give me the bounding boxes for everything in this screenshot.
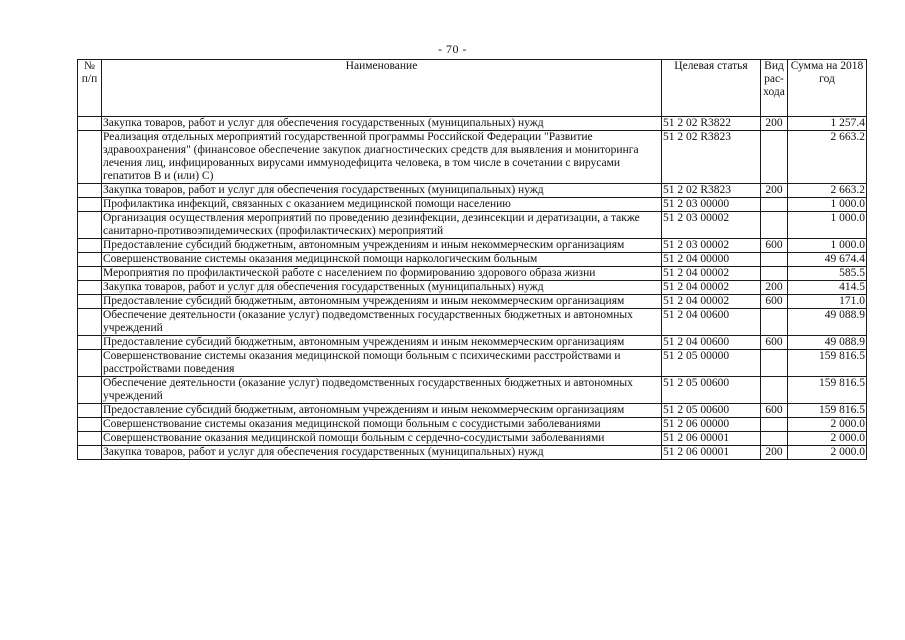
table-body xyxy=(78,117,867,460)
row-expense-type: 600 xyxy=(761,239,788,253)
row-sum: 159 816.5 xyxy=(788,350,867,377)
row-target-article: 51 2 03 00002 xyxy=(662,239,761,253)
row-sum: 1 000.0 xyxy=(788,239,867,253)
row-target-article: 51 2 05 00600 xyxy=(662,404,761,418)
table-header xyxy=(78,60,867,117)
row-number-cell xyxy=(78,281,102,295)
row-target-article: 51 2 02 R3823 xyxy=(662,184,761,198)
row-expense-type xyxy=(761,350,788,377)
row-expense-type xyxy=(761,253,788,267)
row-name: Реализация отдельных мероприятий государственной программы Российской Федерации "Развитие здравоохранения" (финансовое обеспечение закупок диагностических средств для выявления и мониторинга лечения лиц, инфицированных вирусами иммунодефицита человека, в том числе в сочетании с вирусами гепатитов В и (или) С) xyxy=(102,131,662,184)
header-target-article: Целевая статья xyxy=(662,60,761,117)
row-name: Обеспечение деятельности (оказание услуг) подведомственных государственных бюджетных и автономных учреждений xyxy=(102,309,662,336)
page-number: - 70 - xyxy=(438,42,467,56)
table-row xyxy=(78,212,867,239)
row-expense-type xyxy=(761,418,788,432)
row-number-cell xyxy=(78,184,102,198)
row-target-article: 51 2 05 00600 xyxy=(662,377,761,404)
row-expense-type: 200 xyxy=(761,446,788,460)
row-sum: 2 000.0 xyxy=(788,432,867,446)
row-target-article: 51 2 02 R3823 xyxy=(662,131,761,184)
row-number-cell xyxy=(78,239,102,253)
row-target-article: 51 2 03 00000 xyxy=(662,198,761,212)
row-expense-type xyxy=(761,267,788,281)
row-number-cell xyxy=(78,212,102,239)
row-sum: 414.5 xyxy=(788,281,867,295)
row-name: Предоставление субсидий бюджетным, автономным учреждениям и иным некоммерческим организациям xyxy=(102,239,662,253)
row-name: Закупка товаров, работ и услуг для обеспечения государственных (муниципальных) нужд xyxy=(102,281,662,295)
header-sum-2018: Сумма на 2018 год xyxy=(788,60,867,117)
row-sum: 2 000.0 xyxy=(788,418,867,432)
row-expense-type xyxy=(761,432,788,446)
table-row xyxy=(78,131,867,184)
row-target-article: 51 2 05 00000 xyxy=(662,350,761,377)
row-number-cell xyxy=(78,253,102,267)
table-row xyxy=(78,117,867,131)
table-row xyxy=(78,198,867,212)
row-sum: 49 088.9 xyxy=(788,336,867,350)
row-sum: 49 674.4 xyxy=(788,253,867,267)
row-expense-type: 600 xyxy=(761,404,788,418)
row-expense-type xyxy=(761,377,788,404)
row-number-cell xyxy=(78,309,102,336)
header-name: Наименование xyxy=(102,60,662,117)
row-number-cell xyxy=(78,377,102,404)
row-number-cell xyxy=(78,336,102,350)
row-target-article: 51 2 06 00000 xyxy=(662,418,761,432)
row-sum: 171.0 xyxy=(788,295,867,309)
row-name: Совершенствование системы оказания медицинской помощи больным с психическими расстройствами и расстройствами поведения xyxy=(102,350,662,377)
row-sum: 49 088.9 xyxy=(788,309,867,336)
row-number-cell xyxy=(78,418,102,432)
row-name: Закупка товаров, работ и услуг для обеспечения государственных (муниципальных) нужд xyxy=(102,184,662,198)
table-row xyxy=(78,281,867,295)
row-number-cell xyxy=(78,404,102,418)
row-expense-type: 600 xyxy=(761,295,788,309)
row-name: Профилактика инфекций, связанных с оказанием медицинской помощи населению xyxy=(102,198,662,212)
row-sum: 159 816.5 xyxy=(788,377,867,404)
table-row xyxy=(78,336,867,350)
table-row xyxy=(78,404,867,418)
budget-table xyxy=(77,59,867,460)
row-name: Совершенствование системы оказания медицинской помощи больным с сосудистыми заболеваниями xyxy=(102,418,662,432)
row-number-cell xyxy=(78,295,102,309)
row-sum: 1 000.0 xyxy=(788,212,867,239)
table-row xyxy=(78,350,867,377)
row-sum: 2 663.2 xyxy=(788,131,867,184)
table-row xyxy=(78,295,867,309)
table-row xyxy=(78,309,867,336)
table-row xyxy=(78,253,867,267)
row-number-cell xyxy=(78,350,102,377)
row-number-cell xyxy=(78,432,102,446)
row-name: Предоставление субсидий бюджетным, автономным учреждениям и иным некоммерческим организациям xyxy=(102,336,662,350)
row-expense-type: 600 xyxy=(761,336,788,350)
header-number: № п/п xyxy=(78,60,102,117)
table-row xyxy=(78,377,867,404)
row-sum: 1 257.4 xyxy=(788,117,867,131)
row-name: Мероприятия по профилактической работе с населением по формированию здорового образа жизни xyxy=(102,267,662,281)
row-number-cell xyxy=(78,131,102,184)
row-sum: 585.5 xyxy=(788,267,867,281)
row-name: Обеспечение деятельности (оказание услуг) подведомственных государственных бюджетных и автономных учреждений xyxy=(102,377,662,404)
row-expense-type: 200 xyxy=(761,281,788,295)
table-row xyxy=(78,239,867,253)
row-number-cell xyxy=(78,117,102,131)
row-target-article: 51 2 04 00002 xyxy=(662,295,761,309)
row-expense-type: 200 xyxy=(761,184,788,198)
row-number-cell xyxy=(78,446,102,460)
table-row xyxy=(78,446,867,460)
row-target-article: 51 2 04 00002 xyxy=(662,267,761,281)
row-expense-type xyxy=(761,309,788,336)
row-target-article: 51 2 03 00002 xyxy=(662,212,761,239)
row-target-article: 51 2 04 00000 xyxy=(662,253,761,267)
row-target-article: 51 2 06 00001 xyxy=(662,446,761,460)
table-row xyxy=(78,267,867,281)
row-name: Предоставление субсидий бюджетным, автономным учреждениям и иным некоммерческим организациям xyxy=(102,295,662,309)
row-name: Совершенствование системы оказания медицинской помощи наркологическим больным xyxy=(102,253,662,267)
row-expense-type xyxy=(761,212,788,239)
table-row xyxy=(78,432,867,446)
row-name: Совершенствование оказания медицинской помощи больным с сердечно-сосудистыми заболеваниями xyxy=(102,432,662,446)
row-target-article: 51 2 02 R3822 xyxy=(662,117,761,131)
row-expense-type xyxy=(761,198,788,212)
row-name: Предоставление субсидий бюджетным, автономным учреждениям и иным некоммерческим организациям xyxy=(102,404,662,418)
row-name: Закупка товаров, работ и услуг для обеспечения государственных (муниципальных) нужд xyxy=(102,117,662,131)
row-expense-type: 200 xyxy=(761,117,788,131)
row-sum: 2 000.0 xyxy=(788,446,867,460)
row-sum: 159 816.5 xyxy=(788,404,867,418)
row-number-cell xyxy=(78,267,102,281)
table-row xyxy=(78,184,867,198)
table-row xyxy=(78,418,867,432)
row-sum: 1 000.0 xyxy=(788,198,867,212)
row-name: Организация осуществления мероприятий по проведению дезинфекции, дезинсекции и дератизации, а также санитарно-противоэпидемических (профилактических) мероприятий xyxy=(102,212,662,239)
row-number-cell xyxy=(78,198,102,212)
row-target-article: 51 2 06 00001 xyxy=(662,432,761,446)
row-expense-type xyxy=(761,131,788,184)
row-target-article: 51 2 04 00600 xyxy=(662,309,761,336)
row-name: Закупка товаров, работ и услуг для обеспечения государственных (муниципальных) нужд xyxy=(102,446,662,460)
header-expense-type: Вид рас- хода xyxy=(761,60,788,117)
row-sum: 2 663.2 xyxy=(788,184,867,198)
row-target-article: 51 2 04 00002 xyxy=(662,281,761,295)
row-target-article: 51 2 04 00600 xyxy=(662,336,761,350)
